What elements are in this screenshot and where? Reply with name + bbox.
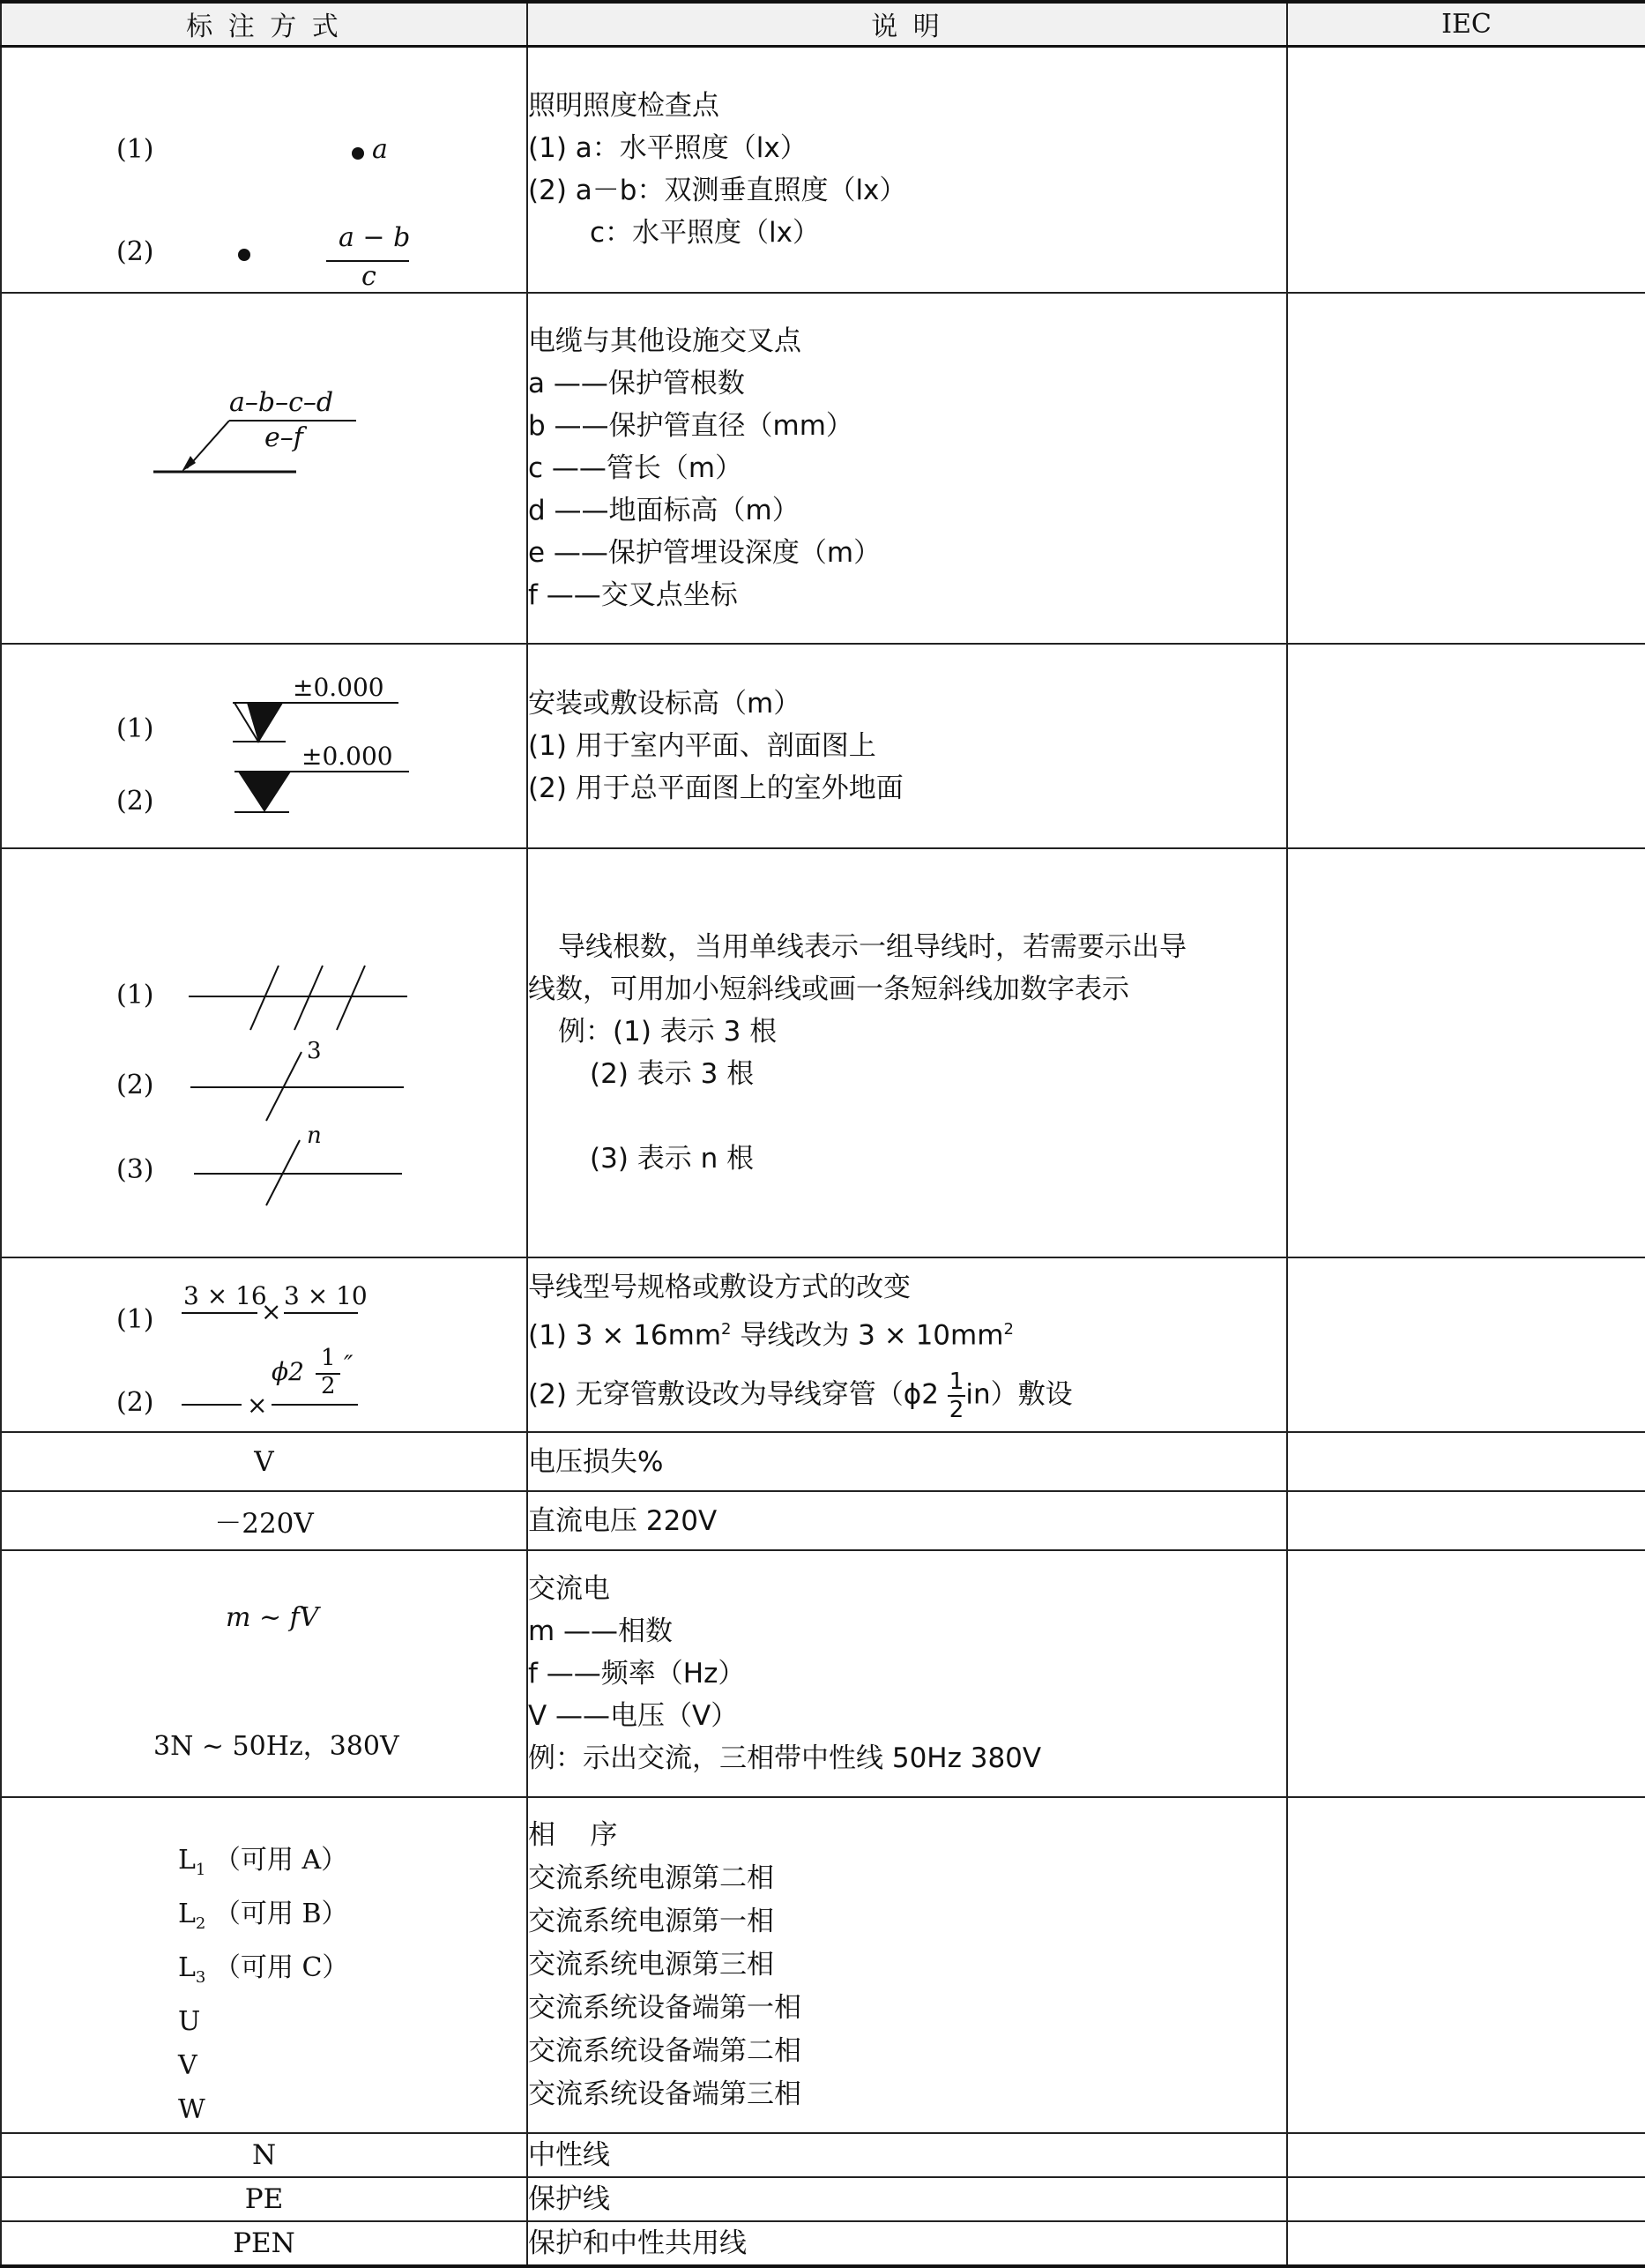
header-description: 说 明 — [527, 2, 1287, 46]
desc-line: (2) 用于总平面图上的室外地面 — [528, 772, 904, 804]
desc-line — [528, 1309, 1286, 1356]
desc-line: 交流系统电源第三相 — [528, 1949, 774, 1981]
desc-part: 导线改为 3 × 10mm — [740, 1319, 1004, 1352]
desc-line: 电缆与其他设施交叉点 — [528, 325, 801, 357]
phase-description — [527, 1797, 1287, 2133]
phase-main: U — [178, 2006, 201, 2037]
symbol-ab: a − b — [339, 221, 411, 253]
check-point-dot-1 — [352, 147, 364, 160]
desc-line: (3) 表示 n 根 — [590, 1143, 755, 1175]
phase-notation-cell — [1, 1797, 527, 2133]
desc-line: b ——保护管直径（mm） — [528, 410, 853, 442]
iec-cell — [1287, 1432, 1645, 1491]
fraction-den: 2 — [949, 1397, 964, 1424]
desc-line: f ——频率（Hz） — [528, 1658, 746, 1690]
illum-notation-cell — [1, 46, 527, 293]
pen-notation: PEN — [1, 2221, 527, 2266]
desc-line: 安装或敷设标高（m） — [528, 688, 801, 720]
table-row — [1, 1491, 1645, 1550]
pe-notation: PE — [1, 2177, 527, 2221]
desc-line: 例：示出交流，三相带中性线 50Hz 380V — [528, 1742, 1042, 1774]
change-times-2: × — [247, 1391, 268, 1420]
change-fraction-lines — [2, 1258, 528, 1433]
superscript: 2 — [1003, 1319, 1014, 1339]
iec-cell — [1287, 2221, 1645, 2266]
cable-symbol-bottom: e–f — [264, 422, 303, 453]
desc-part: (1) 3 × 16mm — [528, 1319, 722, 1352]
desc-line: m ——相数 — [528, 1615, 674, 1647]
table-row — [1, 1432, 1645, 1491]
ac-description — [527, 1550, 1287, 1797]
change-inch: ″ — [344, 1350, 354, 1379]
desc-line: 交流系统电源第二相 — [528, 1862, 774, 1894]
phase-alt: （可用 B） — [213, 1899, 348, 1929]
iec-cell — [1287, 1257, 1645, 1432]
change-half-num: 1 — [321, 1345, 336, 1371]
desc-line: f ——交叉点坐标 — [528, 579, 738, 611]
elevation-value-2: ±0.000 — [301, 742, 393, 771]
change-num-2: 3 × 10 — [284, 1281, 368, 1310]
desc-part: in）敷设 — [965, 1378, 1073, 1411]
mark-3: (3) — [116, 1154, 154, 1185]
desc-line: 导线根数，当用单线表示一组导线时，若需要示出导 — [558, 931, 1187, 963]
phase-main: L — [178, 1952, 196, 1983]
phase-item — [2, 2088, 526, 2132]
iec-cell — [1287, 293, 1645, 644]
superscript: 2 — [721, 1319, 732, 1339]
desc-line: 交流电 — [528, 1573, 610, 1605]
table-row — [1, 2221, 1645, 2266]
desc-line: 例：(1) 表示 3 根 — [558, 1016, 778, 1048]
desc-line — [528, 1369, 1286, 1423]
cable-notation-cell — [1, 293, 527, 644]
mark-1: (1) — [116, 1304, 154, 1335]
desc-line: d ——地面标高（m） — [528, 495, 800, 526]
phase-item — [2, 2000, 526, 2044]
elevation-description — [527, 644, 1287, 848]
n-notation: N — [1, 2133, 527, 2177]
phase-item — [2, 2044, 526, 2088]
phase-item — [2, 1839, 526, 1892]
table-row — [1, 1797, 1645, 2133]
header-notation: 标 注 方 式 — [1, 2, 527, 46]
phase-item — [2, 1946, 526, 2000]
table-row — [1, 1257, 1645, 1432]
iec-cell — [1287, 848, 1645, 1257]
desc-line: c：水平照度（lx） — [590, 217, 821, 250]
desc-line: 交流系统电源第一相 — [528, 1906, 774, 1937]
table-row — [1, 644, 1645, 848]
iec-cell — [1287, 1550, 1645, 1797]
fraction-num: 1 — [949, 1369, 964, 1396]
mark-2: (2) — [116, 1070, 154, 1100]
iec-cell — [1287, 2177, 1645, 2221]
cable-crossing-symbol — [2, 294, 528, 645]
table-row — [1, 46, 1645, 293]
wire-count-3: 3 — [307, 1038, 322, 1064]
mark-2: (2) — [116, 786, 154, 817]
desc-line: 交流系统设备端第一相 — [528, 1992, 801, 2024]
phase-sub: 2 — [195, 1914, 206, 1933]
desc-line: 照明照度检查点 — [528, 90, 719, 123]
phase-sub: 1 — [195, 1861, 206, 1879]
desc-line: e ——保护管埋设深度（m） — [528, 537, 882, 569]
check-point-dot-2 — [238, 249, 250, 261]
change-description — [527, 1257, 1287, 1432]
pe-description: 保护线 — [527, 2177, 1287, 2221]
change-notation-cell — [1, 1257, 527, 1432]
vloss-description: 电压损失% — [527, 1432, 1287, 1491]
table-row — [1, 293, 1645, 644]
ac-general-notation: m ~ fV — [226, 1602, 319, 1633]
change-times-1: × — [261, 1297, 282, 1326]
phase-main: V — [178, 2050, 197, 2081]
desc-line: (2) 表示 3 根 — [590, 1058, 755, 1090]
wires-notation-cell — [1, 848, 527, 1257]
mark-1: (1) — [116, 133, 154, 165]
cable-symbol-top: a–b–c–d — [229, 387, 334, 418]
wires-description — [527, 848, 1287, 1257]
desc-line: V ——电压（V） — [528, 1700, 739, 1732]
change-num-1: 3 × 16 — [183, 1281, 267, 1310]
desc-line: a ——保护管根数 — [528, 368, 745, 399]
illum-description — [527, 46, 1287, 293]
desc-part: (2) 无穿管敷设改为导线穿管（ϕ2 — [528, 1378, 939, 1411]
vloss-notation: V — [1, 1432, 527, 1491]
phase-alt: （可用 C） — [213, 1952, 349, 1983]
table-header-row — [1, 2, 1645, 46]
elevation-symbols — [2, 645, 528, 849]
table-row — [1, 848, 1645, 1257]
iec-cell — [1287, 1491, 1645, 1550]
mark-2: (2) — [116, 1387, 154, 1418]
symbol-a: a — [372, 133, 388, 165]
table-row — [1, 1550, 1645, 1797]
fraction — [948, 1369, 966, 1423]
change-half-den: 2 — [321, 1373, 336, 1399]
illum-symbol — [2, 48, 528, 295]
wire-count-n: n — [307, 1123, 322, 1149]
phase-main: W — [178, 2094, 205, 2125]
header-iec: IEC — [1287, 2, 1645, 46]
elevation-value-1: ±0.000 — [293, 673, 384, 702]
dc-notation: －220V — [1, 1491, 527, 1550]
table-row — [1, 2177, 1645, 2221]
desc-line: c ——管长（m） — [528, 452, 743, 484]
phase-main: L — [178, 1899, 196, 1929]
desc-line: 交流系统设备端第二相 — [528, 2035, 801, 2067]
desc-line: 相 序 — [528, 1819, 618, 1851]
wire-count-symbols — [2, 849, 528, 1258]
phase-sub: 3 — [195, 1968, 206, 1987]
ac-example-notation: 3N ~ 50Hz，380V — [153, 1731, 399, 1762]
n-description: 中性线 — [527, 2133, 1287, 2177]
iec-cell — [1287, 1797, 1645, 2133]
phase-item — [2, 1892, 526, 1946]
phase-alt: （可用 A） — [213, 1845, 348, 1876]
pen-description: 保护和中性共用线 — [527, 2221, 1287, 2266]
iec-cell — [1287, 46, 1645, 293]
desc-line: 线数，可用加小短斜线或画一条短斜线加数字表示 — [528, 974, 1129, 1005]
elevation-notation-cell — [1, 644, 527, 848]
symbol-c: c — [361, 260, 376, 292]
iec-cell — [1287, 2133, 1645, 2177]
desc-line: (1) a：水平照度（lx） — [528, 132, 808, 165]
dc-description: 直流电压 220V — [527, 1491, 1287, 1550]
mark-2: (2) — [116, 235, 154, 267]
change-phi: ϕ2 — [272, 1357, 304, 1386]
desc-line: 导线型号规格或敷设方式的改变 — [528, 1271, 911, 1303]
mark-1: (1) — [116, 980, 154, 1011]
desc-line: (2) a－b：双测垂直照度（lx） — [528, 175, 907, 207]
phase-main: L — [178, 1845, 196, 1876]
iec-cell — [1287, 644, 1645, 848]
ac-notation-cell — [1, 1550, 527, 1797]
cable-description — [527, 293, 1287, 644]
mark-1: (1) — [116, 713, 154, 744]
table-row — [1, 2133, 1645, 2177]
desc-line: (1) 用于室内平面、剖面图上 — [528, 730, 876, 762]
desc-line: 交流系统设备端第三相 — [528, 2078, 801, 2110]
